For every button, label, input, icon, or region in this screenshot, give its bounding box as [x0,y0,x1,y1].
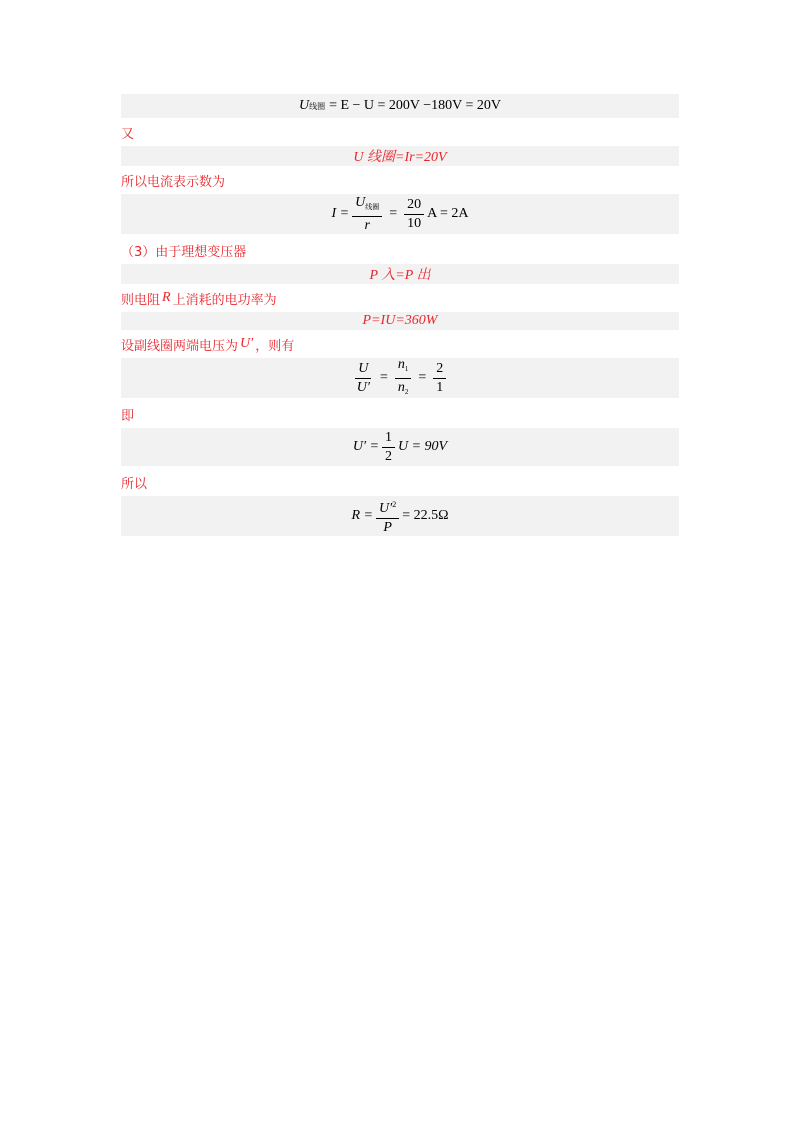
text-ji: 即 [121,408,135,424]
eq6-f1-num: U [355,361,371,379]
eq3-fraction-2 [404,197,424,232]
text-current-reading: 所以电流表示数为 [121,174,226,190]
eq6-f2-num: n [397,356,405,372]
text-secondary-voltage-prefix: 设副线圈两端电压为 [121,338,239,354]
eq8-lhs: R = [351,508,373,523]
eq8-rhs: = 22.5Ω [402,508,449,523]
eq6-f2-den-sub: 2 [404,387,409,396]
eq3-fraction-1 [352,195,382,234]
eq6-f3-num: 2 [433,361,446,379]
text-secondary-voltage-suffix: ，则有 [255,338,295,354]
eq3-num-var: U [355,194,366,210]
equation-coil-voltage: U 线圈=Ir=20V [121,146,679,166]
eq3-den: r [364,217,370,233]
text-resistor-power [121,284,679,312]
equation-line-voltage [121,94,679,118]
equation-power: P=IU=360W [121,312,679,330]
eq6-f3-den: 1 [436,379,444,395]
eq1-rhs: = E − U = 200V −180V = 20V [329,98,502,113]
text-secondary-voltage-var: U′ [240,336,254,351]
text-part3: （3）由于理想变压器 [121,244,247,260]
eq6-fraction-2 [395,357,412,400]
text-secondary-voltage [121,330,679,358]
eq8-num-sup: 2 [392,499,397,509]
equation-resistance [121,496,679,536]
equation-turns-ratio: $\frac{U}{U'}$ = $\frac{n_1}{n_2}$ = $\frac{2}{1}$ [121,358,679,398]
text-resistor-power-suffix: 上消耗的电功率为 [172,292,277,308]
eq3-frac2-num: 20 [404,197,424,215]
eq8-den: P [383,519,392,535]
eq7-fraction [382,430,395,465]
eq3-result: A = 2A [427,206,469,221]
text-resistor-power-prefix: 则电阻 [121,292,161,308]
eq7-f-num: 1 [382,430,395,448]
text-suoyi: 所以 [121,476,148,492]
text-you: 又 [121,126,135,142]
eq6-fraction-1 [354,361,373,396]
equation-current: I = $\frac{U_{线圈}}{r}$ = $\frac{20}{10}$ A = 2A [121,194,679,234]
eq3-num-sub: 线圈 [365,202,380,211]
eq3-lhs: I = [331,206,350,221]
eq7-rhs: U = 90V [398,439,448,454]
eq8-fraction [376,497,399,536]
eq1-lhs-var: U [298,98,310,113]
eq6-f2-num-sub: 1 [404,364,409,373]
eq6-f1-den: U′ [356,379,370,395]
eq3-frac2-den: 10 [407,215,422,231]
eq8-num: U′ [379,500,393,516]
equation-power-balance: P 入=P 出 [121,264,679,284]
text-resistor-var: R [162,290,171,305]
equation-secondary-voltage [121,428,679,466]
document-page [121,94,679,536]
eq6-f2-den: n [397,379,405,395]
eq7-f-den: 2 [385,448,392,464]
eq6-fraction-3 [433,361,446,396]
eq1-lhs-sub: 线圈 [309,101,326,111]
eq7-lhs: U′ = [352,439,379,454]
